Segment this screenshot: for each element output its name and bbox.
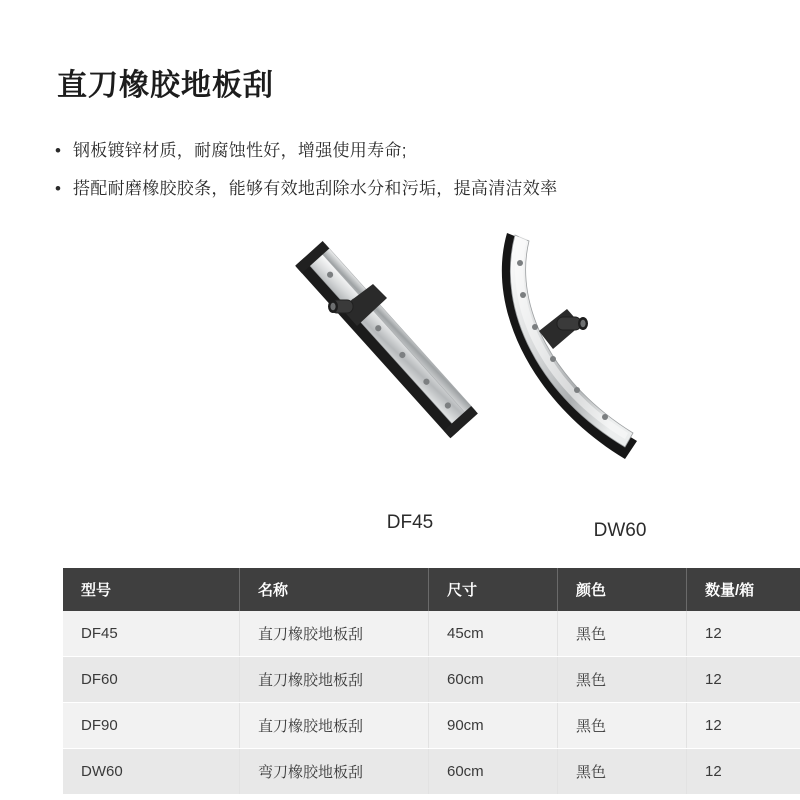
cell-qty: 12 bbox=[687, 611, 800, 657]
cell-name: 直刀橡胶地板刮 bbox=[240, 657, 429, 703]
cell-model: DF90 bbox=[63, 703, 240, 749]
column-header-name: 名称 bbox=[240, 568, 429, 611]
product-caption-df45: DF45 bbox=[386, 512, 434, 533]
table-row bbox=[63, 657, 800, 703]
spec-table-wrapper bbox=[63, 568, 755, 795]
cell-model: DW60 bbox=[63, 749, 240, 795]
bullet-icon: • bbox=[55, 141, 61, 160]
cell-color: 黑色 bbox=[558, 749, 687, 795]
feature-text: 搭配耐磨橡胶胶条，能够有效地刮除水分和污垢，提高清洁效率 bbox=[73, 179, 558, 198]
cell-color: 黑色 bbox=[558, 703, 687, 749]
spec-table bbox=[63, 568, 800, 795]
cell-name: 弯刀橡胶地板刮 bbox=[240, 749, 429, 795]
list-item bbox=[55, 174, 755, 204]
table-row bbox=[63, 703, 800, 749]
product-caption-dw60: DW60 bbox=[593, 520, 647, 541]
cell-model: DF45 bbox=[63, 611, 240, 657]
cell-model: DF60 bbox=[63, 657, 240, 703]
column-header-qty: 数量/箱 bbox=[687, 568, 800, 611]
cell-size: 45cm bbox=[429, 611, 558, 657]
curved-squeegee-illustration bbox=[475, 215, 705, 485]
cell-qty: 12 bbox=[687, 749, 800, 795]
straight-squeegee-illustration bbox=[245, 220, 505, 480]
cell-size: 60cm bbox=[429, 749, 558, 795]
cell-size: 90cm bbox=[429, 703, 558, 749]
feature-text: 钢板镀锌材质，耐腐蚀性好，增强使用寿命; bbox=[73, 141, 407, 160]
cell-qty: 12 bbox=[687, 703, 800, 749]
bullet-icon: • bbox=[55, 179, 61, 198]
table-header-row bbox=[63, 568, 800, 611]
cell-color: 黑色 bbox=[558, 657, 687, 703]
cell-name: 直刀橡胶地板刮 bbox=[240, 703, 429, 749]
column-header-size: 尺寸 bbox=[429, 568, 558, 611]
list-item bbox=[55, 136, 755, 166]
cell-size: 60cm bbox=[429, 657, 558, 703]
table-body bbox=[63, 611, 800, 795]
table-header bbox=[63, 568, 800, 611]
cell-qty: 12 bbox=[687, 657, 800, 703]
table-row bbox=[63, 611, 800, 657]
column-header-color: 颜色 bbox=[558, 568, 687, 611]
cell-color: 黑色 bbox=[558, 611, 687, 657]
product-images bbox=[0, 215, 800, 545]
column-header-model: 型号 bbox=[63, 568, 240, 611]
feature-list bbox=[55, 136, 755, 212]
cell-name: 直刀橡胶地板刮 bbox=[240, 611, 429, 657]
table-row bbox=[63, 749, 800, 795]
page-title: 直刀橡胶地板刮 bbox=[57, 69, 274, 102]
